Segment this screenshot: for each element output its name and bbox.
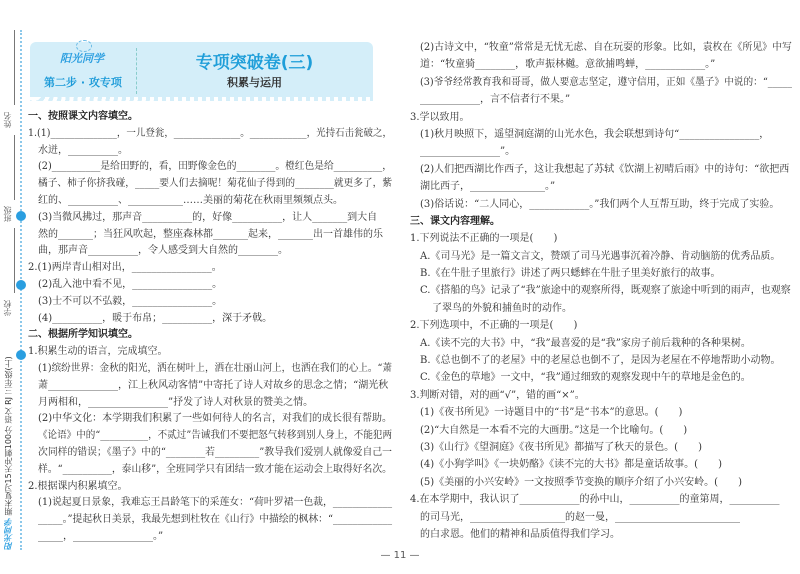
- question-line: _____，________________。”: [38, 530, 164, 542]
- section-heading-row: [28, 327, 394, 344]
- question-line: (1)说起夏日景象，我难忘王昌龄笔下的采莲女：“荷叶罗裙一色裁，____________: [38, 497, 392, 509]
- question-line: (1)《夜书所见》一诗题目中的“书”是“书本”的意思。( ): [420, 407, 683, 419]
- question-row: [410, 300, 794, 317]
- question-row: [28, 428, 394, 445]
- question-line: _____。”提起秋日美景，我最先想到杜牧在《山行》中描绘的枫林：“____________: [38, 514, 393, 526]
- question-row: [28, 159, 394, 176]
- question-line: (3)爷爷经常教育我和哥哥，做人要意志坚定，遵守信用，正如《墨子》中说的：“_____: [420, 76, 792, 88]
- step-label: 第二步 · 攻专项: [44, 76, 122, 89]
- question-row: [28, 277, 394, 294]
- question-line: 1.(1)______________，一儿登瓮，______________。____________，光持石击瓮破之，: [28, 127, 392, 139]
- question-line: 2.(1)两岸青山相对出，________________。: [28, 262, 222, 274]
- question-row: [410, 526, 794, 543]
- question-row: [28, 495, 394, 512]
- question-line: 3.学以致用。: [410, 111, 470, 123]
- question-row: [28, 243, 394, 260]
- question-line: 然的_______；当狂风吹起，整座森林都_______起来，_______出一首雄伟的乐: [38, 228, 383, 240]
- question-line: (4)__________，暖于布帛；__________，深于矛戟。: [38, 312, 273, 324]
- question-line: 3.判断对错，对的画“√”，错的画“×”。: [410, 389, 585, 401]
- header-banner: [30, 42, 373, 97]
- question-line: 月两相和，________________”抒发了诗人对秋景的赞美之情。: [38, 396, 314, 408]
- question-row: [28, 294, 394, 311]
- question-row: [410, 387, 794, 404]
- question-row: [28, 143, 394, 160]
- question-row: [410, 39, 794, 56]
- name-field[interactable]: [14, 30, 15, 105]
- page-title: 专项突破卷(三): [195, 53, 314, 73]
- question-row: [410, 404, 794, 421]
- question-row: [410, 491, 794, 508]
- binding-hole-marker: [16, 211, 26, 221]
- question-row: [410, 282, 794, 299]
- question-line: (1)秋月映照下，遥望洞庭湖的山光水色，我会联想到诗句“________________，: [420, 128, 770, 140]
- question-line: 次同样的错误；《墨子》中的“________若_________”教导我们爱别人就像爱自己一: [38, 446, 393, 458]
- question-line: 了翠鸟的外貌和捕鱼时的动作。: [432, 302, 572, 314]
- question-row: [410, 91, 794, 108]
- question-row: [410, 369, 794, 386]
- question-row: [410, 439, 794, 456]
- section-heading: 一、按照课文内容填空。: [28, 111, 138, 122]
- question-row: [28, 126, 394, 143]
- question-line: C.《金色的草地》一文中，“我”通过细致的观察发现中午的草地是金色的。: [420, 372, 751, 384]
- question-row: [28, 176, 394, 193]
- question-line: (1)缤纷世界：金秋的阳光，洒在树叶上，洒在壮丽山河上，也洒在我们的心上。“萧: [38, 362, 392, 374]
- question-line: (3)士不可以不弘毅，________________。: [38, 295, 223, 307]
- question-line: (2)中华文化：本学期我们积累了一些如何待人的名言，对我们的成长很有帮助。: [38, 413, 392, 425]
- question-row: [410, 509, 794, 526]
- section-heading: 二、根据所学知识填空。: [28, 329, 138, 341]
- question-row: [410, 178, 794, 195]
- section-heading-row: [410, 213, 794, 230]
- question-row: [410, 230, 794, 247]
- question-row: [28, 193, 394, 210]
- question-line: (2)__________是给田野的，看，田野像金色的________。橙红色是给__________，: [38, 161, 393, 173]
- question-row: [28, 411, 394, 428]
- question-line: (3)俗话说：“二人同心，____________。”我们两个人互帮互助，终于完成了实验。: [420, 198, 780, 210]
- question-line: 湖比西子，_______________。”: [420, 181, 556, 193]
- question-line: 橘子、柿子你挤我碰，_____要人们去摘呢！菊花仙子得到的________就更多了，紫: [38, 178, 393, 190]
- question-line: 萧______________，江上秋风动客情”中寄托了诗人对故乡的思念之情；“湖光秋: [38, 379, 389, 391]
- question-line: (2)人们把西湖比作西子，这让我想起了苏轼《饮湖上初晴后雨》中的诗句：“欲把西: [420, 163, 790, 175]
- question-line: 2.根据课内积累填空。: [28, 480, 128, 492]
- question-line: 4.在本学期中，我认识了____________的孙中山，__________的童第周，__________: [410, 494, 780, 506]
- question-line: 红的、__________、___________……美丽的菊花在秋雨里频频点头。: [38, 194, 343, 206]
- question-row: [28, 311, 394, 328]
- question-row: [28, 395, 394, 412]
- question-line: B.《总也倒不了的老屋》中的老屋总也倒不了，是因为老屋在不停地帮助小动物。: [420, 355, 781, 367]
- question-row: [28, 260, 394, 277]
- school-label: 学校: [3, 300, 12, 316]
- question-line: ________________”。: [420, 146, 516, 158]
- question-row: [28, 445, 394, 462]
- question-line: B.《在牛肚子里旅行》讲述了两只蟋蟀在牛肚子里美好旅行的故事。: [420, 268, 721, 280]
- question-line: A.《读不完的大书》中，“我”最喜爱的是“我”家房子前后栽种的各种果树。: [420, 337, 751, 349]
- question-row: [410, 248, 794, 265]
- question-line: 2.下列选项中，不正确的一项是( ): [410, 320, 578, 332]
- question-line: 1.下列说法不正确的一项是( ): [410, 233, 558, 245]
- question-row: [410, 161, 794, 178]
- question-line: (3)当微风拂过，那声音__________的，好像__________，让人_______到大自: [38, 211, 378, 223]
- question-row: [28, 227, 394, 244]
- question-row: [28, 361, 394, 378]
- section-heading: 三、课文内容理解。: [410, 215, 500, 227]
- question-row: [410, 265, 794, 282]
- series-text: 期末复习15天冲刺100分 语文 RJ 三年级(上): [4, 356, 13, 516]
- class-field[interactable]: [14, 135, 15, 200]
- question-line: 样。“__________，泰山移”，全班同学只有团结一致才能在运动会上取得好名次。: [38, 463, 393, 475]
- binding-hole-marker: [16, 350, 26, 360]
- question-line: 水迸，__________。: [38, 144, 128, 156]
- right-column: [410, 39, 794, 549]
- question-row: [410, 74, 794, 91]
- question-row: [28, 479, 394, 496]
- brand-logo: 阳光同学: [4, 518, 13, 550]
- question-line: 的司马光，___________________的赵一曼，_________________________: [420, 511, 740, 523]
- question-line: A.《司马光》是一篇文言文，赞颂了司马光遇事沉着冷静、肯动脑筋的优秀品质。: [420, 250, 781, 262]
- question-line: 道：“牧童骑________，歌声振林樾。意欲捕鸣蝉，____________。”: [420, 59, 716, 71]
- question-line: C.《搭船的鸟》记录了“我”旅途中的观察所得，既观察了旅途中听到的雨声，也观察: [420, 285, 791, 297]
- question-row: [410, 109, 794, 126]
- banner-wave-edge: [30, 93, 373, 101]
- page-subtitle: 积累与运用: [227, 76, 282, 89]
- question-line: (4)《小狗学叫》《一块奶酪》《读不完的大书》都是童话故事。( ): [420, 459, 722, 471]
- class-label: 班级: [3, 206, 12, 222]
- question-row: [410, 317, 794, 334]
- question-row: [410, 456, 794, 473]
- question-row: [410, 352, 794, 369]
- question-row: [28, 378, 394, 395]
- question-row: [28, 210, 394, 227]
- series-banner: [3, 356, 14, 550]
- question-line: 《论语》中的“__________，不贰过”告诫我们不要把怒气转移到别人身上，不能犯两: [38, 430, 393, 442]
- question-row: [410, 422, 794, 439]
- question-row: [28, 462, 394, 479]
- left-column: [28, 109, 394, 549]
- question-line: 曲，那声音__________，令人感受到大自然的________。: [38, 245, 288, 257]
- question-row: [410, 335, 794, 352]
- school-field[interactable]: [14, 228, 15, 293]
- section-heading-row: [28, 109, 394, 126]
- question-row: [410, 56, 794, 73]
- question-line: 1.积累生动的语言，完成填空。: [28, 346, 168, 358]
- question-line: ____________，言不信者行不果。”: [420, 94, 571, 106]
- question-line: (3)《山行》《望洞庭》《夜书所见》都描写了秋天的景色。( ): [420, 441, 702, 453]
- question-row: [410, 126, 794, 143]
- name-label: 姓名: [3, 112, 12, 128]
- question-line: (2)乱入池中看不见，________________。: [38, 278, 223, 290]
- binding-margin-line: [20, 30, 22, 550]
- question-row: [28, 529, 394, 546]
- question-row: [410, 474, 794, 491]
- question-row: [28, 512, 394, 529]
- question-row: [28, 344, 394, 361]
- question-row: [410, 143, 794, 160]
- page-number: — 11 —: [380, 550, 420, 561]
- question-row: [410, 196, 794, 213]
- question-line: (2)“大自然是一本看不完的大画册。”这是一个比喻句。( ): [420, 424, 688, 436]
- brand-logo: 阳光同学: [60, 52, 104, 65]
- question-line: (2)古诗文中，“牧童”常常是无忧无虑、自在玩耍的形象。比如，袁枚在《所见》中写: [420, 42, 792, 53]
- question-line: 的白求恩。他们的精神和品质值得我们学习。: [420, 528, 620, 540]
- question-line: (5)《美丽的小兴安岭》一文按照季节变换的顺序介绍了小兴安岭。( ): [420, 476, 742, 488]
- binding-hole-marker: [16, 280, 26, 290]
